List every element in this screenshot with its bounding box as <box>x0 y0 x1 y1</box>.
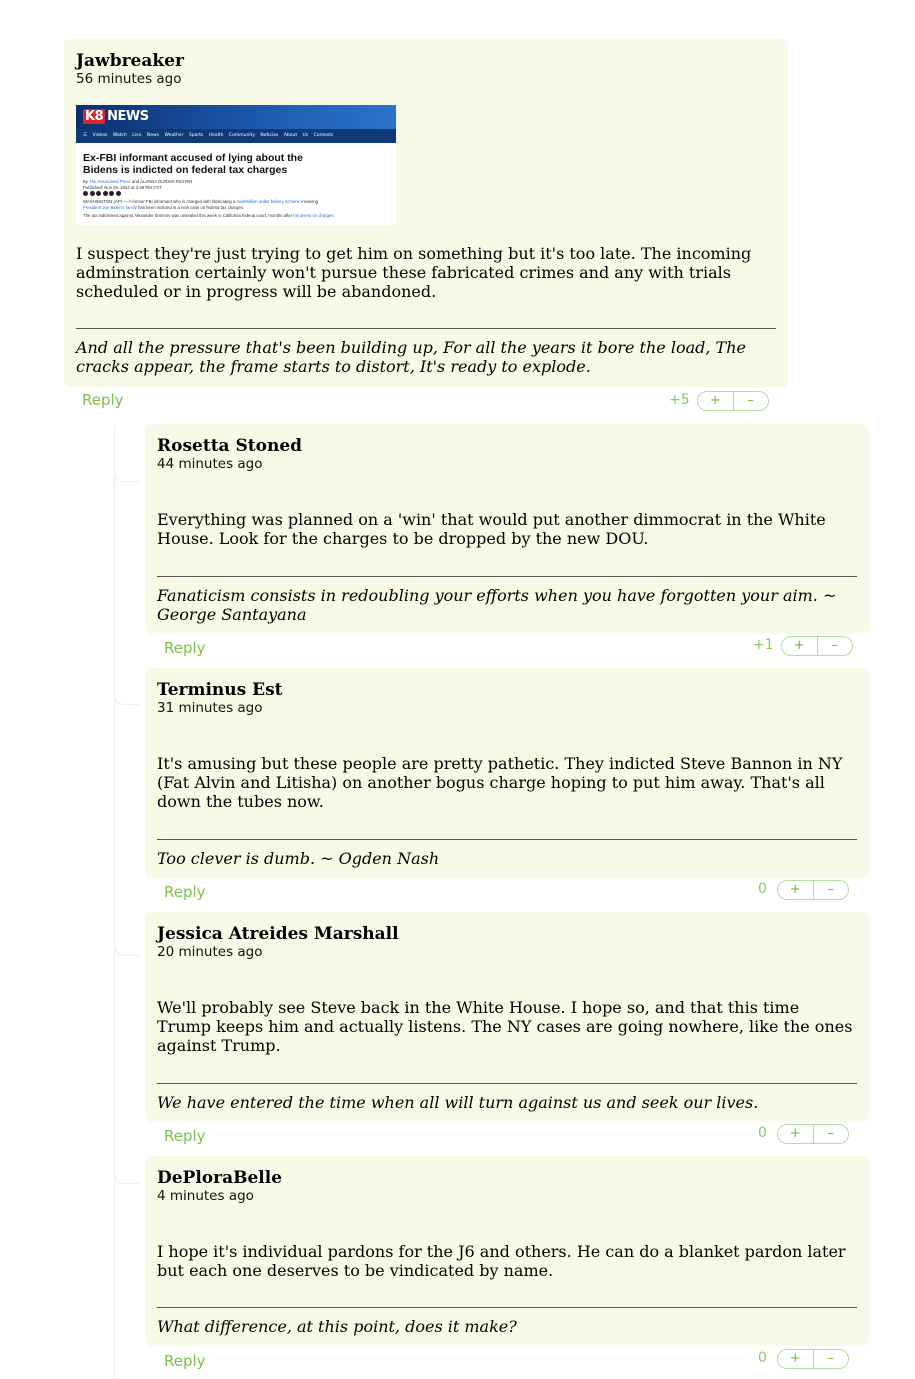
vote-score: +1 <box>753 637 774 653</box>
news-nav-bar: ☰ Videos Watch Live News Weather Sports Health Community Noticias About Us Contests <box>76 129 396 143</box>
upvote-button[interactable]: + <box>793 638 805 653</box>
downvote-button[interactable]: – <box>733 392 769 410</box>
vote-buttons <box>781 636 853 656</box>
vote-score: 0 <box>758 881 767 897</box>
thread-connector <box>114 654 139 705</box>
comment-body: I hope it's individual pardons for the J6 and others. He can do a blanket pardon later but each one deserves to be vindicated by name. <box>157 1242 846 1280</box>
comment <box>145 1156 869 1346</box>
comment-signature: We have entered the time when all will turn against us and seek our lives. <box>157 1093 759 1112</box>
comment-body: We'll probably see Steve back in the White House. I hope so, and that this time Trump keeps him and actually listens. The NY cases are going nowhere, like the ones against Trump. <box>157 998 853 1055</box>
comment-signature: What difference, at this point, does it make? <box>157 1317 517 1336</box>
upvote-button[interactable]: + <box>789 882 801 897</box>
downvote-button[interactable]: – <box>813 1125 849 1143</box>
thread-connector <box>114 905 139 956</box>
reply-button[interactable]: Reply <box>164 639 206 657</box>
news-paragraph: President Joe Biden's family has been indicted in a new case on federal tax charges. <box>83 204 245 210</box>
comment-body: Everything was planned on a 'win' that would put another dimmocrat in the White House. Look for the charges to be dropped by the new DOU. <box>157 510 826 548</box>
upvote-button[interactable]: + <box>789 1351 801 1366</box>
downvote-button[interactable]: – <box>813 881 849 899</box>
news-header-bar <box>76 105 396 129</box>
news-paragraph: WASHINGTON (AP) — A former FBI informant who is charged with fabricating a multimillion dollar bribery scheme involving <box>83 199 318 204</box>
reply-button[interactable]: Reply <box>164 883 206 901</box>
comment-body: I suspect they're just trying to get him on something but it's too late. The incoming adminstration certainly won't pursue these fabricated crimes and any with trials scheduled or in progress will be abandoned. <box>76 244 752 301</box>
reply-button[interactable]: Reply <box>164 1352 206 1370</box>
downvote-button[interactable]: – <box>817 637 853 655</box>
thread-line <box>114 426 115 1379</box>
comment-author[interactable]: Rosetta Stoned <box>157 436 303 456</box>
comment-timestamp[interactable]: 56 minutes ago <box>76 71 182 87</box>
news-share-icons <box>83 191 389 196</box>
signature-divider <box>157 1083 857 1084</box>
comment-timestamp[interactable]: 44 minutes ago <box>157 456 263 472</box>
news-paragraph: The tax indictment against Alexander Smirnov was unsealed this week in California federal court, months after his arrest on charges <box>83 213 334 218</box>
vote-buttons <box>777 1349 849 1369</box>
reply-button[interactable]: Reply <box>164 1127 206 1145</box>
thread-connector <box>114 1133 139 1184</box>
news-published: Published: Nov 26, 2024 at 3:38 PM CST <box>83 184 162 190</box>
vote-score: +5 <box>669 392 690 408</box>
news-headline: Ex-FBI informant accused of lying about the Bidens is indicted on federal tax charges <box>83 152 303 176</box>
comment-signature: Fanaticism consists in redoubling your efforts when you have forgotten your aim. ~ George Santayana <box>157 586 837 624</box>
signature-divider <box>157 1307 857 1308</box>
upvote-button[interactable]: + <box>789 1126 801 1141</box>
embedded-news-image[interactable] <box>76 105 396 225</box>
comment-body: It's amusing but these people are pretty pathetic. They indicted Steve Bannon in NY (Fat Alvin and Litisha) on another bogus charge hoping to put him away. That's all down the tubes now. <box>157 754 843 811</box>
news-logo: K8 NEWS <box>85 109 149 124</box>
comment-timestamp[interactable]: 31 minutes ago <box>157 700 263 716</box>
vote-buttons <box>777 1124 849 1144</box>
thread-connector <box>114 431 139 482</box>
comment-author[interactable]: DePloraBelle <box>157 1168 283 1188</box>
comment <box>145 424 869 634</box>
vote-buttons <box>777 880 849 900</box>
comment-timestamp[interactable]: 20 minutes ago <box>157 944 263 960</box>
reply-button[interactable]: Reply <box>82 391 124 409</box>
downvote-button[interactable]: – <box>813 1350 849 1368</box>
vote-score: 0 <box>758 1350 767 1366</box>
signature-divider <box>76 328 776 329</box>
comment-signature: And all the pressure that's been building up, For all the years it bore the load, The cracks appear, the frame starts to distort, It's ready to explode. <box>76 338 746 376</box>
comment-timestamp[interactable]: 4 minutes ago <box>157 1188 254 1204</box>
comment-author[interactable]: Jawbreaker <box>76 51 184 71</box>
vote-score: 0 <box>758 1125 767 1141</box>
comment-signature: Too clever is dumb. ~ Ogden Nash <box>157 849 440 868</box>
comment-author[interactable]: Terminus Est <box>157 680 283 700</box>
signature-divider <box>157 839 857 840</box>
upvote-button[interactable]: + <box>709 393 721 408</box>
news-byline: By The Associated Press and ALANNA DURKIN RICHER <box>83 179 193 184</box>
signature-divider <box>157 576 857 577</box>
comment-author[interactable]: Jessica Atreides Marshall <box>157 924 399 944</box>
comment <box>145 912 869 1122</box>
vote-buttons <box>697 391 769 411</box>
comment <box>145 668 869 878</box>
